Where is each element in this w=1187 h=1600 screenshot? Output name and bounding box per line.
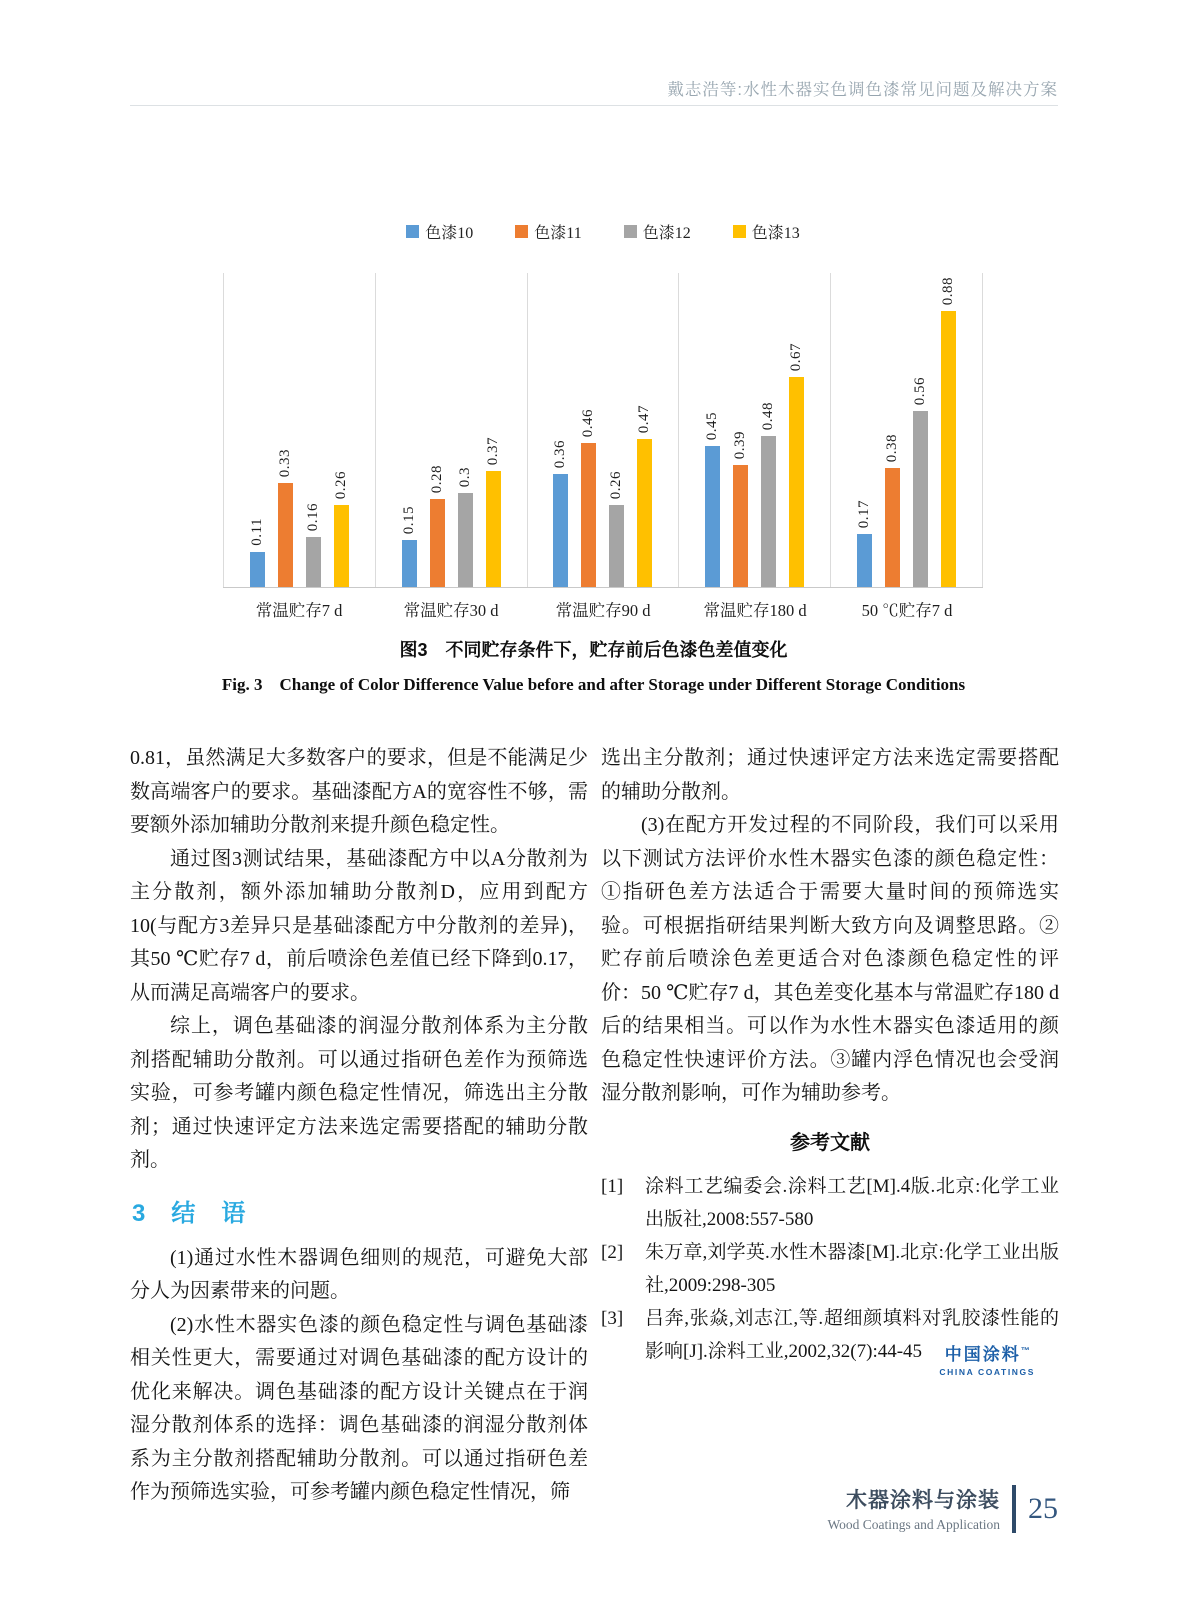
bar-with-label: [788, 343, 805, 587]
bar-value-label: 0.26: [608, 470, 625, 499]
bar-value-label: 0.39: [732, 430, 749, 459]
category-label: 常温贮存90 d: [555, 601, 651, 620]
bar-色漆13: [334, 505, 349, 587]
legend-label: 色漆12: [642, 225, 691, 242]
body-paragraph: (3)在配方开发过程的不同阶段，我们可以采用以下测试方法评价水性木器实色漆的颜色稳定性：①指研色差方法适合于需要大量时间的预筛选实验。可根据指研结果判断大致方向及调整思路。②贮存前后喷涂色差更适合对色漆颜色稳定性的评价：50 ℃贮存7 d，其色差变化基本与常温贮存180 d后的结果相当。可以作为水性木器实色漆适用的颜色稳定性快速评价方法。③罐内浮色情况也会受润湿分散剂影响，可作为辅助参考。: [601, 814, 1059, 1104]
bar-value-label: 0.15: [400, 505, 417, 534]
bar-with-label: [277, 449, 294, 587]
bar-色漆13: [637, 439, 652, 587]
chart-group: [678, 273, 830, 587]
reference-number: [2]: [601, 1242, 624, 1263]
legend-item: [624, 220, 691, 243]
figure-3-chart: [223, 220, 983, 621]
reference-number: [3]: [601, 1308, 624, 1329]
right-column: [601, 742, 1059, 1510]
legend-item: [733, 220, 800, 243]
reference-text: 朱万章,刘学英.水性木器漆[M].北京:化学工业出版社,2009:298-305: [645, 1242, 1059, 1296]
bar-色漆11: [733, 465, 748, 587]
bar-色漆12: [306, 537, 321, 587]
bar-with-label: [912, 377, 929, 587]
reference-text: 吕奔,张焱,刘志江,等.超细颜填料对乳胶漆性能的影响[J].涂料工业,2002,32(7):44-45: [645, 1308, 1059, 1362]
legend-swatch: [733, 225, 746, 238]
bar-value-label: 0.28: [428, 464, 445, 493]
journal-titles: [827, 1484, 1000, 1533]
bar-value-label: 0.67: [788, 342, 805, 371]
bar-with-label: [732, 431, 749, 587]
trademark-symbol: ™: [1020, 1345, 1030, 1356]
bar-with-label: [608, 471, 625, 587]
bar-value-label: 0.36: [552, 439, 569, 468]
bar-色漆10: [857, 534, 872, 587]
legend-label: 色漆10: [425, 225, 474, 242]
legend-label: 色漆11: [534, 225, 582, 242]
bar-色漆10: [705, 446, 720, 587]
bar-value-label: 0.48: [760, 401, 777, 430]
reference-text: 涂料工艺编委会.涂料工艺[M].4版.北京:化学工业出版社,2008:557-580: [645, 1176, 1059, 1230]
legend-swatch: [515, 225, 528, 238]
bar-with-label: [940, 277, 957, 587]
body-paragraph: (2)水性木器实色漆的颜色稳定性与调色基础漆相关性更大，需要通过对调色基础漆的配方设计的优化来解决。调色基础漆的配方设计关键点在于润湿分散剂体系的选择：调色基础漆的润湿分散剂体系为主分散剂搭配辅助分散剂。可以通过指研色差作为预筛选实验，可参考罐内颜色稳定性情况，筛: [130, 1313, 588, 1503]
bar-value-label: 0.3: [456, 466, 473, 487]
legend-swatch: [624, 225, 637, 238]
right-paragraphs: [601, 742, 1059, 1111]
body-paragraph: 综上，调色基础漆的润湿分散剂体系为主分散剂搭配辅助分散剂。可以通过指研色差作为预筛选实验，可参考罐内颜色稳定性情况，筛选出主分散剂；通过快速评定方法来选定需要搭配的辅助分散剂。: [130, 1015, 588, 1171]
header-rule: [130, 105, 1058, 106]
bar-value-label: 0.56: [912, 376, 929, 405]
bar-value-label: 0.11: [248, 518, 265, 546]
bar-with-label: [552, 440, 569, 587]
bar-value-label: 0.37: [484, 436, 501, 465]
left-column: [130, 742, 588, 1510]
bar-value-label: 0.26: [332, 470, 349, 499]
bar-with-label: [401, 506, 418, 587]
legend-item: [515, 220, 581, 243]
page-footer: [827, 1484, 1058, 1533]
category-label: 常温贮存30 d: [403, 601, 499, 620]
bar-value-label: 0.46: [580, 408, 597, 437]
bar-with-label: [333, 471, 350, 587]
bar-色漆13: [789, 377, 804, 587]
bar-色漆10: [250, 552, 265, 587]
bar-with-label: [704, 412, 721, 587]
legend-label: 色漆13: [751, 225, 800, 242]
chart-group: [527, 273, 679, 587]
chart-category-axis: [223, 588, 983, 621]
legend-item: [406, 220, 473, 243]
bar-value-label: 0.88: [940, 276, 957, 305]
bar-色漆11: [278, 483, 293, 587]
bar-色漆13: [941, 311, 956, 587]
bar-色漆10: [553, 474, 568, 587]
chart-plot: [223, 273, 983, 588]
category-label: 常温贮存7 d: [255, 601, 343, 620]
china-coatings-logo: [939, 1340, 1035, 1377]
journal-title-en: Wood Coatings and Application: [827, 1517, 1000, 1532]
bar-色漆12: [761, 436, 776, 587]
bar-with-label: [457, 467, 474, 587]
bar-with-label: [760, 402, 777, 587]
bar-色漆11: [581, 443, 596, 587]
bar-value-label: 0.45: [704, 411, 721, 440]
bar-with-label: [249, 518, 266, 587]
category-label: 常温贮存180 d: [703, 601, 807, 620]
reference-item: [601, 1236, 1059, 1302]
bar-色漆12: [609, 505, 624, 587]
category-label: 50 ℃贮存7 d: [861, 601, 953, 620]
bar-色漆12: [458, 493, 473, 587]
bar-value-label: 0.17: [856, 499, 873, 528]
running-header: 戴志浩等:水性木器实色调色漆常见问题及解决方案: [667, 81, 1058, 99]
bar-value-label: 0.38: [884, 433, 901, 462]
bar-with-label: [856, 500, 873, 587]
body-paragraph: 0.81，虽然满足大多数客户的要求，但是不能满足少数高端客户的要求。基础漆配方A的宽容性不够，需要额外添加辅助分散剂来提升颜色稳定性。: [130, 747, 588, 836]
figure-caption-zh: 图3 不同贮存条件下，贮存前后色漆色差值变化: [399, 640, 788, 660]
bar-with-label: [884, 434, 901, 587]
references-heading: 参考文献: [790, 1131, 870, 1154]
footer-divider-bar: [1012, 1485, 1016, 1533]
bar-色漆11: [885, 468, 900, 587]
bar-with-label: [305, 503, 322, 587]
bar-色漆12: [913, 411, 928, 587]
bar-value-label: 0.33: [276, 448, 293, 477]
logo-name-en: CHINA COATINGS: [939, 1367, 1035, 1377]
bar-value-label: 0.47: [636, 404, 653, 433]
bar-色漆13: [486, 471, 501, 587]
body-paragraph: 通过图3测试结果，基础漆配方中以A分散剂为主分散剂，额外添加辅助分散剂D，应用到配方10(与配方3差异只是基础漆配方中分散剂的差异)，其50 ℃贮存7 d，前后喷涂色差值已经下降到0.17，从而满足高端客户的要求。: [130, 847, 588, 1004]
bar-with-label: [485, 437, 502, 587]
bar-with-label: [429, 465, 446, 587]
bar-with-label: [636, 405, 653, 587]
section-heading: 3 结 语: [132, 1199, 247, 1227]
body-columns: [130, 742, 1059, 1510]
reference-list: [601, 1170, 1059, 1368]
bar-色漆10: [402, 540, 417, 587]
bar-value-label: 0.16: [304, 502, 321, 531]
journal-title-zh: 木器涂料与涂装: [846, 1489, 1000, 1512]
chart-legend: [223, 220, 983, 243]
chart-group: [830, 273, 983, 587]
chart-group: [375, 273, 527, 587]
legend-swatch: [406, 225, 419, 238]
logo-name-zh: 中国涂料™: [944, 1345, 1030, 1364]
body-paragraph: (1)通过水性木器调色细则的规范，可避免大部分人为因素带来的问题。: [130, 1246, 588, 1302]
reference-number: [1]: [601, 1176, 624, 1197]
bar-with-label: [580, 409, 597, 587]
body-paragraph: 选出主分散剂；通过快速评定方法来选定需要搭配的辅助分散剂。: [601, 747, 1059, 803]
page-number: 25: [1028, 1491, 1058, 1525]
bar-色漆11: [430, 499, 445, 587]
reference-item: [601, 1170, 1059, 1236]
figure-caption: [0, 636, 1187, 695]
chart-group: [223, 273, 375, 587]
figure-caption-en: Fig. 3 Change of Color Difference Value before and after Storage under Different Storage Conditions: [221, 675, 966, 694]
